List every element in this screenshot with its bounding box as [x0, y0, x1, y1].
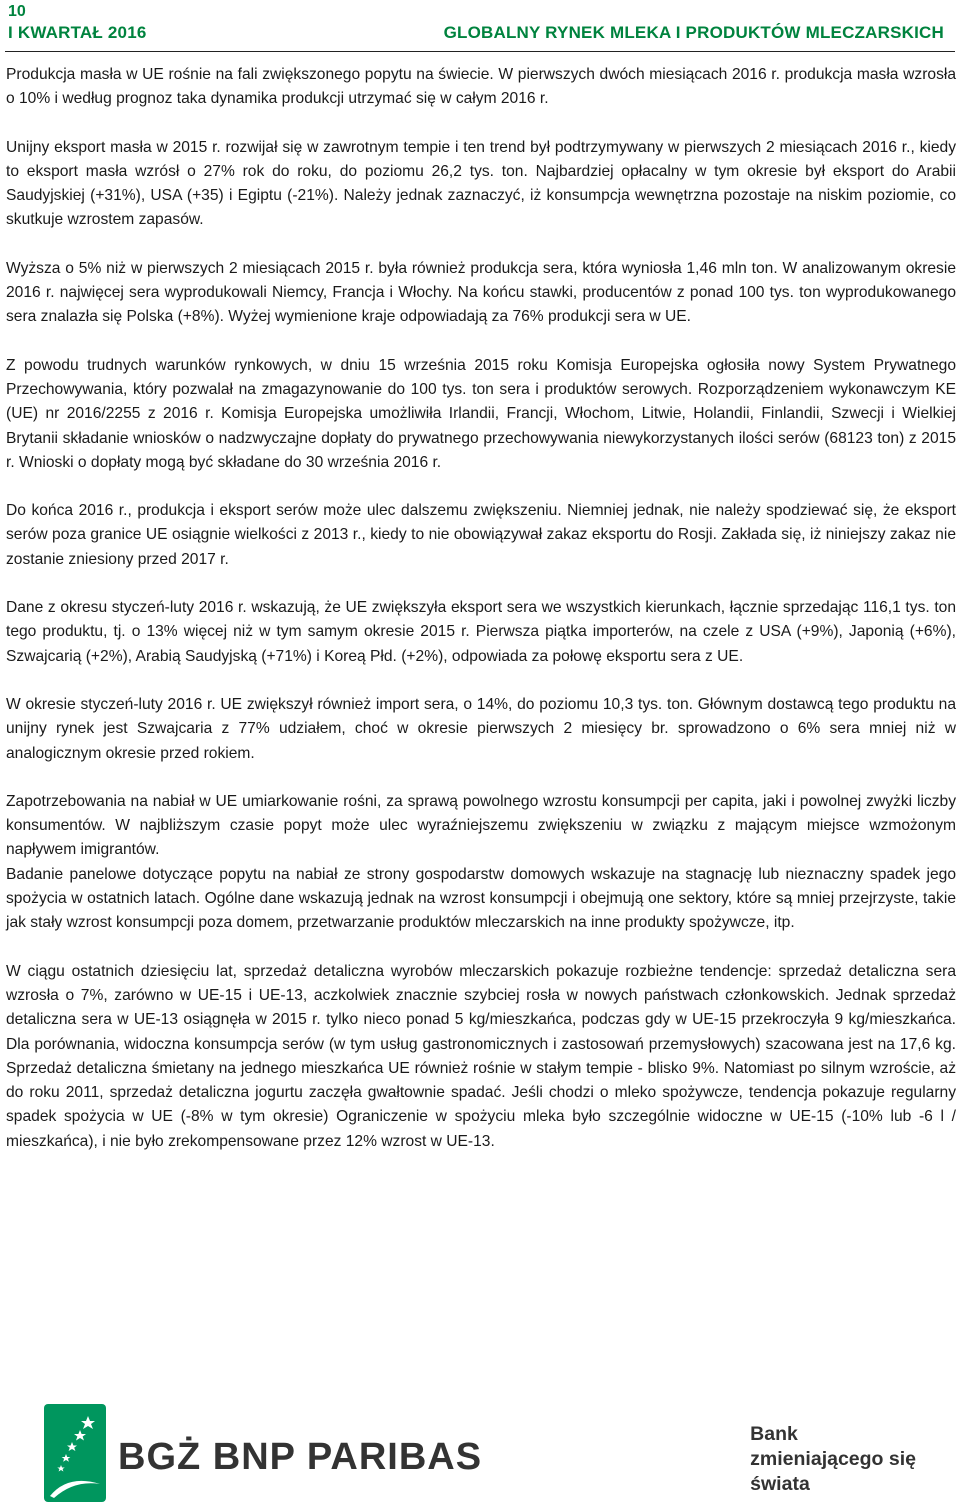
- paragraph-butter-export: Unijny eksport masła w 2015 r. rozwijał się w zawrotnym tempie i ten trend był podtrzymywany w pierwszych 2 miesiącach 2016 r., kiedy to eksport masła wzrósł o 27% rok do roku, do poziomu 26,2 tys. ton. Najbardziej opłacalny w tym okresie był eksport do Arabii Saudyjskiej (+31%), USA (+35) i Egiptu (-21%). Należy jednak zaznaczyć, iż konsumpcja wewnętrzna pozostaje na niskim poziomie, co skutkuje wzrostem zapasów.: [6, 138, 956, 229]
- brand-name: BGŻ BNP PARIBAS: [118, 1436, 483, 1478]
- paragraph-household-panel: Badanie panelowe dotyczące popytu na nabiał ze strony gospodarstw domowych wskazuje na stagnację lub nieznaczny spadek jego spożycia w ostatnich latach. Ogólne dane wskazują jednak na wzrost konsumpcji i obejmują one sektory, które są mniej przejrzyste, takie jak stały wzrost konsumpcji poza domem, przetwarzanie produktów mleczarskich na inne produkty spożywcze, itp.: [6, 865, 956, 932]
- brand-slogan: [750, 1422, 916, 1497]
- report-period: I KWARTAŁ 2016: [8, 23, 147, 42]
- report-title: GLOBALNY RYNEK MLEKA I PRODUKTÓW MLECZARSKICH: [443, 23, 944, 42]
- bnp-paribas-stars-icon: [44, 1404, 106, 1502]
- header-divider: [5, 51, 955, 52]
- paragraph-cheese-export: Dane z okresu styczeń-luty 2016 r. wskazują, że UE zwiększyła eksport sera we wszystkich kierunkach, łącznie sprzedając 116,1 tys. ton tego produktu, tj. o 13% więcej niż w tym samym okresie 2015 r. Pierwsza piątka importerów, na czele z USA (+9%), Japonią (+6%), Szwajcarią (+2%), Arabią Saudyjską (+71%) i Koreą Płd. (+2%), odpowiada za połowę eksportu sera z UE.: [6, 599, 956, 665]
- page-number: 10: [8, 3, 26, 20]
- paragraph-cheese-outlook: Do końca 2016 r., produkcja i eksport serów może ulec dalszemu zwiększeniu. Niemniej jednak, nie należy spodziewać się, że eksport serów poza granice UE osiągnie wielkości z 2013 r., kiedy to nie obowiązywał zakaz eksportu do Rosji. Zakłada się, iż niniejszy zakaz nie zostanie zniesiony przed 2017 r.: [6, 502, 956, 568]
- paragraph-cheese-import: W okresie styczeń-luty 2016 r. UE zwiększył również import sera, o 14%, do poziomu 10,3 tys. ton. Głównym dostawcą tego produktu na unijny rynek jest Szwajcaria z 77% udziałem, choć w okresie pierwszych 2 miesięcy br. sprowadzono o 6% sera mniej niż w analogicznym okresie przed rokiem.: [6, 695, 956, 762]
- slogan-line: Bank: [750, 1423, 798, 1445]
- paragraph-private-storage: Z powodu trudnych warunków rynkowych, w dniu 15 września 2015 roku Komisja Europejska ogłosiła nowy System Prywatnego Przechowywania, który pozwalał na zmagazynowanie do 100 tys. ton sera i produktów serowych. Rozporządzeniem wykonawczym KE (UE) nr 2016/2255 z 2016 r. Komisja Europejska umożliwiła Irlandii, Francji, Włochom, Litwie, Holandii, Finlandii, Szwecji i Wielkiej Brytanii składanie wniosków o nadzwyczajne dopłaty do prywatnego przechowywania niewykorzystanych ilości serów (68123 ton) z 2015 r. Wnioski o dopłaty mogą być składane do 30 września 2016 r.: [6, 356, 956, 471]
- article-body: [6, 63, 956, 1178]
- paragraph-retail-sales: W ciągu ostatnich dziesięciu lat, sprzedaż detaliczna wyrobów mleczarskich pokazuje rozbieżne tendencje: sprzedaż detaliczna sera wzrosła o 7%, zarówno w UE-15 i UE-13, aczkolwiek znacznie szybciej rosła w nowych państwach członkowskich. Jednak sprzedaż detaliczna sera w UE-13 osiągnęła w 2015 r. tylko nieco ponad 5 kg/mieszkańca, podczas gdy w UE-15 przekroczyła 9 kg/mieszkańca. Dla porównania, widoczna konsumpcja serów (w tym usług gastronomicznych i zastosowań przemysłowych) szacowana jest na 17,6 kg. Sprzedaż detaliczna śmietany na jednego mieszkańca UE również rośnie w stałym tempie - blisko 9%. Natomiast po silnym wzroście, aż do roku 2011, sprzedaż detaliczna jogurtu zaczęła gwałtownie spadać. Jeśli chodzi o mleko spożywcze, tendencja pokazuje regularny spadek spożycia w UE (-8% w tym okresie) Ograniczenie w spożyciu mleka było szczególnie widoczne w UE-15 (-10% lub -6 l / mieszkańca), i nie było zrekompensowane przez 12% wzrost w UE-13.: [6, 962, 956, 1150]
- paragraph-butter-production: Produkcja masła w UE rośnie na fali zwiększonego popytu na świecie. W pierwszych dwóch miesiącach 2016 r. produkcja masła wzrosła o 10% i według prognoz taka dynamika produkcji utrzymać się w całym 2016 r.: [6, 66, 956, 108]
- paragraph-dairy-demand: Zapotrzebowania na nabiał w UE umiarkowanie rośni, za sprawą powolnego wzrostu konsumpcji per capita, jaki i powolnej zwyżki liczby konsumentów. W najbliższym czasie popyt może ulec wyraźniejszemu zwiększeniu w związku z mającym miejsce wzmożonym napływem imigrantów.: [6, 792, 956, 859]
- paragraph-cheese-production: Wyższa o 5% niż w pierwszych 2 miesiącach 2015 r. była również produkcja sera, która wyniosła 1,46 mln ton. W analizowanym okresie 2016 r. najwięcej sera wyprodukowali Niemcy, Francja i Włochy. Na końcu stawki, producentów z ponad 100 tys. ton wyprodukowanego sera znalazła się Polska (+8%). Wyżej wymienione kraje odpowiadają za 76% produkcji sera w UE.: [6, 259, 956, 326]
- slogan-line: świata: [750, 1473, 810, 1495]
- slogan-line: zmieniającego się: [750, 1448, 916, 1470]
- page-header: [8, 0, 952, 50]
- page-footer: [0, 1392, 960, 1507]
